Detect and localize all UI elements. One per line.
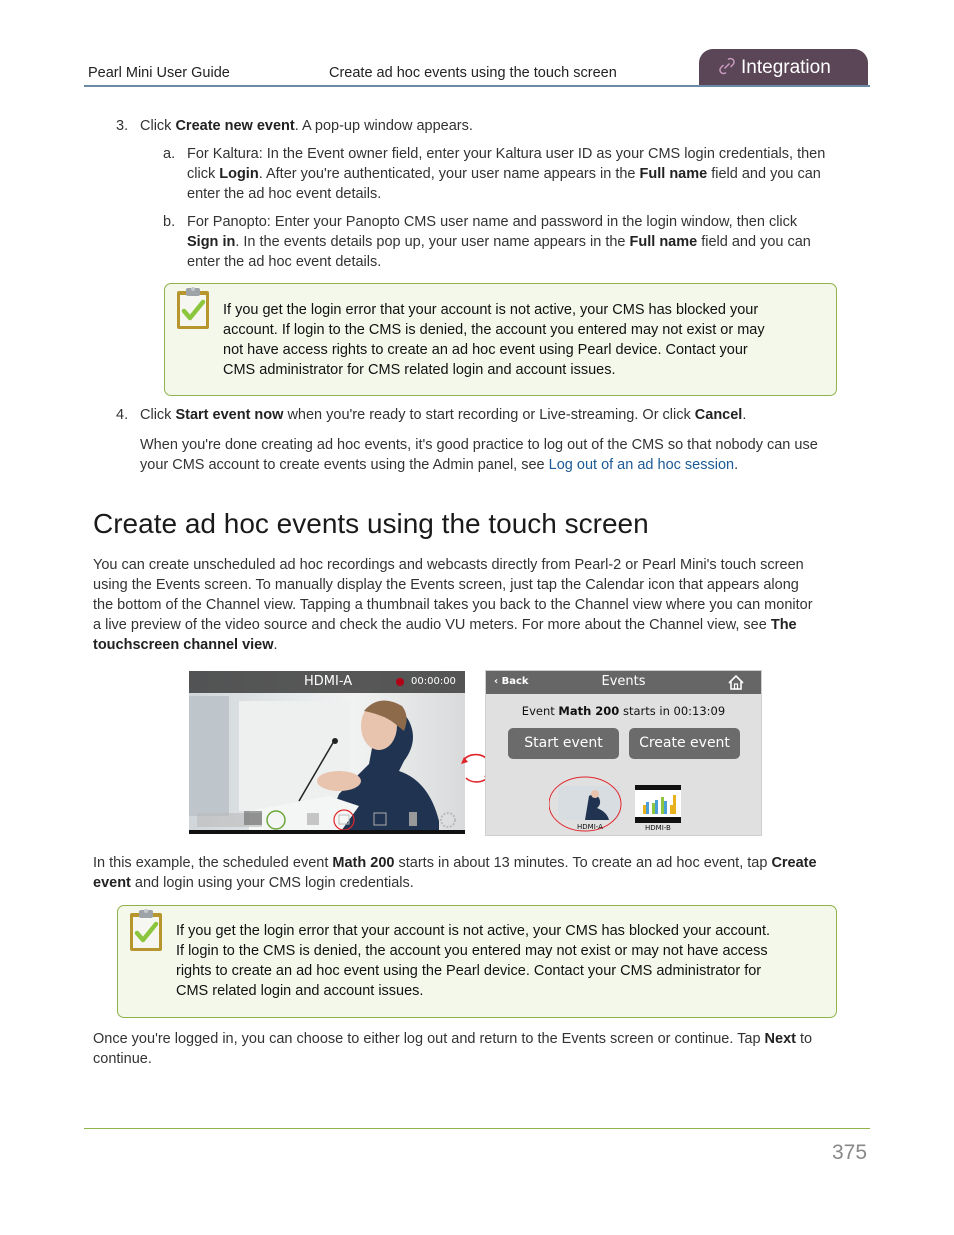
header-divider [84, 85, 870, 87]
note-text: If you get the login error that your account is not active, your CMS has blocked your account. If login to the CMS is denied, the account you entered may not exist or may not have access rights to create an ad hoc event using the Pearl device. Contact your CMS administrator for CMS related login and account issues. [176, 923, 771, 999]
step-number: 4. [116, 407, 129, 423]
section-tab-label: Integration [741, 57, 831, 78]
start-event-button[interactable]: Start event [508, 728, 619, 759]
logout-session-link[interactable]: Log out of an ad hoc session [548, 457, 735, 473]
events-title: Events [601, 674, 646, 689]
topic-title: Create ad hoc events using the touch screen [329, 65, 617, 81]
create-event-button[interactable]: Create event [629, 728, 740, 759]
thumbnail-label: HDMI-A [577, 823, 603, 831]
source-label: HDMI-A [304, 674, 353, 689]
layout-grid-icon[interactable] [374, 813, 386, 825]
events-top-bar [486, 671, 761, 694]
step-4-paragraph: When you're done creating ad hoc events, it's good practice to log out of the CMS so that nobody can use your CMS account to create events using the Admin panel, see Log out of an ad hoc session. [140, 437, 818, 473]
channel-toolbar [189, 807, 465, 831]
substep-b-text: For Panopto: Enter your Panopto CMS user name and password in the login window, then click Sign in. In the events details pop up, your user name appears in the Full name field and you can enter the ad hoc event details. [187, 214, 811, 270]
footer-divider [84, 1128, 870, 1129]
touch-icon[interactable] [409, 812, 417, 826]
ui-term: Create new event [175, 118, 295, 134]
events-screen-screenshot [485, 670, 762, 836]
back-button[interactable]: ‹ Back [494, 676, 529, 687]
section-intro: You can create unscheduled ad hoc recordings and webcasts directly from Pearl-2 or Pearl Mini's touch screen using the Events screen. To manually display the Events screen, just tap the Calendar icon that appears along the bottom of the Channel view. Tapping a thumbnail takes you back to the Channel view where you can monitor a live preview of the video source and check the audio VU meters. For more about the Channel view, see The touchscreen channel view. [93, 557, 813, 653]
calendar-icon[interactable] [334, 810, 354, 830]
vu-meter-icon [197, 811, 262, 827]
thumbnail-label: HDMI-B [645, 824, 671, 832]
gear-icon[interactable] [441, 813, 455, 827]
closing-paragraph: Once you're logged in, you can choose to either log out and return to the Events screen or continue. Tap Next to continue. [93, 1031, 813, 1067]
step-4-text: Click Start event now when you're ready to start recording or Live-streaming. Or click Cancel. [140, 407, 747, 423]
thumbnail-hdmi-b[interactable] [635, 785, 681, 823]
record-indicator-icon [396, 678, 404, 686]
substep-letter: b. [163, 214, 176, 230]
substep-letter: a. [163, 146, 176, 162]
channel-view-link[interactable]: The [770, 617, 797, 633]
clipboard-check-icon [128, 908, 164, 952]
channel-top-bar [189, 671, 465, 693]
headphones-icon[interactable] [267, 811, 285, 829]
step-number: 3. [116, 118, 129, 134]
note-callout [164, 283, 837, 396]
step-3-text: Click Create new event. A pop-up window appears. [140, 118, 473, 134]
page-number: 375 [832, 1141, 868, 1164]
home-icon[interactable] [727, 674, 745, 691]
chevron-left-icon: ‹ [494, 676, 502, 687]
guide-title: Pearl Mini User Guide [88, 65, 230, 81]
channel-view-link[interactable]: touchscreen channel view [93, 637, 274, 653]
section-tab-integration[interactable] [699, 49, 868, 85]
next-event-status: Event Math 200 starts in 00:13:09 [521, 704, 726, 718]
substep-a-text: For Kaltura: In the Event owner field, enter your Kaltura user ID as your CMS login credentials, then click Login. After you're authenticated, your user name appears in the Full name field and you can enter the ad hoc event details. [187, 146, 826, 202]
section-heading: Create ad hoc events using the touch screen [93, 508, 649, 539]
record-timer: 00:00:00 [411, 676, 456, 687]
channel-view-screenshot [189, 671, 465, 834]
note-callout [117, 905, 837, 1018]
stop-icon[interactable] [307, 813, 319, 825]
example-paragraph: In this example, the scheduled event Math 200 starts in about 13 minutes. To create an ad hoc event, tap Create event and login using your CMS login credentials. [93, 855, 817, 891]
clipboard-check-icon [175, 286, 211, 330]
link-icon [717, 56, 737, 76]
note-text: If you get the login error that your account is not active, your CMS has blocked your account. If login to the CMS is denied, the account you entered may not exist or may not have access rights to create an ad hoc event using Pearl device. Contact your CMS administrator for CMS related login and account issues. [223, 302, 765, 378]
page-header [84, 48, 870, 88]
